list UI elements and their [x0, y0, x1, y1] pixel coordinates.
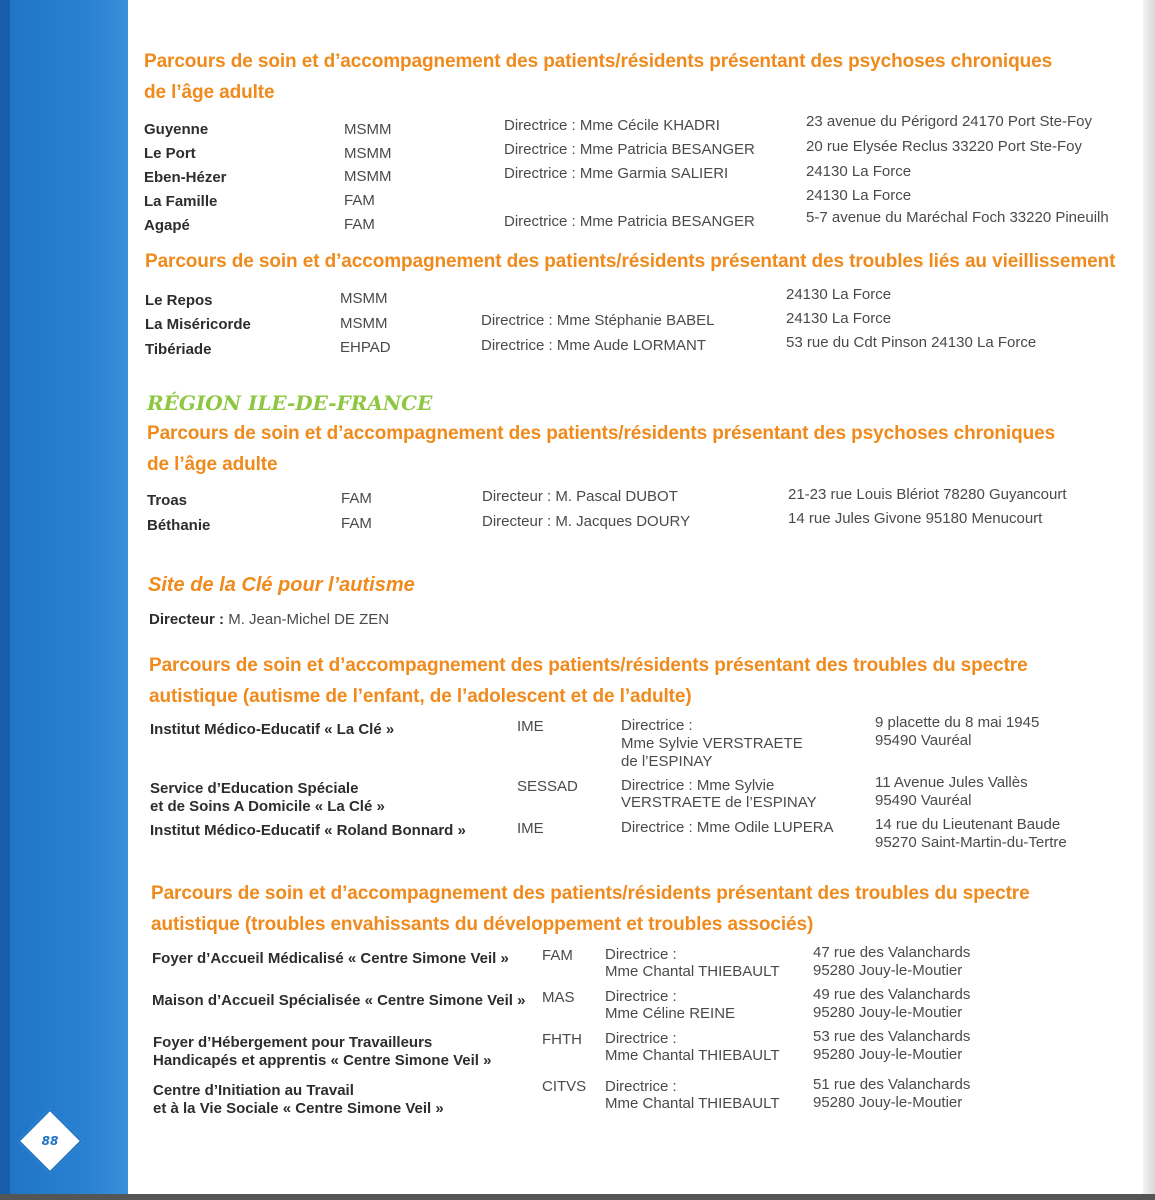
- page-edge: [1143, 0, 1155, 1200]
- section-heading: Parcours de soin et d’accompagnement des patients/résidents présentant des psychoses chroniques de l’âge adulte: [147, 423, 1056, 475]
- site-heading: Site de la Clé pour l’autisme: [148, 574, 415, 596]
- site-director: Directeur : M. Jean-Michel DE ZEN: [149, 611, 390, 628]
- section-heading: Parcours de soin et d’accompagnement des patients/résidents présentant des psychoses chroniques de l’âge adulte: [144, 51, 1053, 103]
- section-heading: Parcours de soin et d’accompagnement des patients/résidents présentant des troubles du spectre autistique (troubles envahissants du développement et troubles associés): [151, 883, 1030, 935]
- section-heading: Parcours de soin et d’accompagnement des patients/résidents présentant des troubles liés au vieillissement: [145, 251, 1116, 272]
- section-heading: Parcours de soin et d’accompagnement des patients/résidents présentant des troubles du spectre autistique (autisme de l’enfant, de l’adolescent et de l’adulte): [149, 655, 1028, 707]
- bottom-edge: [0, 1194, 1155, 1200]
- page-number: 88: [41, 1134, 59, 1148]
- region-title: RÉGION ILE-DE-FRANCE: [147, 391, 433, 415]
- left-margin-bar: [0, 0, 128, 1200]
